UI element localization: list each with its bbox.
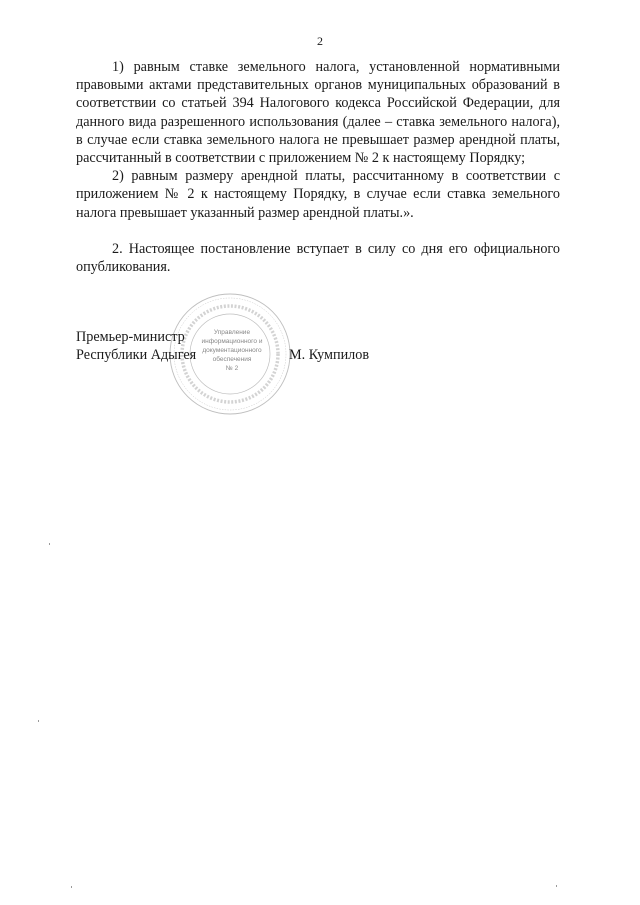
- paragraph-effective-date: 2. Настоящее постановление вступает в силу со дня его официального опубликования.: [76, 240, 560, 276]
- scan-speck: [38, 720, 39, 722]
- signatory-position: Премьер-министр Республики Адыгея: [76, 329, 197, 364]
- paragraph-item-2: 2) равным размеру арендной платы, рассчитанному в соответствии с приложением № 2 к настоящему Порядку, в случае если ставка земельного налога превышает указанный размер арендной платы.».: [76, 168, 560, 221]
- document-body: [76, 58, 560, 276]
- scan-speck: [556, 885, 557, 887]
- seal-inscription: Управление информационного и документационного обеспечения № 2: [201, 329, 263, 372]
- page-number: 2: [317, 34, 323, 48]
- scan-speck: [49, 543, 50, 545]
- paragraph-item-1: 1) равным ставке земельного налога, установленной нормативными правовыми актами представительных органов муниципальных образований в соответствии со статьей 394 Налогового кодекса Российской Федерации, для данного вида разрешенного использования (далее – ставка земельного налога), в случае если ставка земельного налога не превышает размер арендной платы, рассчитанный в соответствии с приложением № 2 к настоящему Порядку;: [76, 59, 560, 167]
- signatory-name: М. Кумпилов: [289, 347, 370, 363]
- scan-speck: [71, 886, 72, 888]
- signature-block: [76, 328, 560, 368]
